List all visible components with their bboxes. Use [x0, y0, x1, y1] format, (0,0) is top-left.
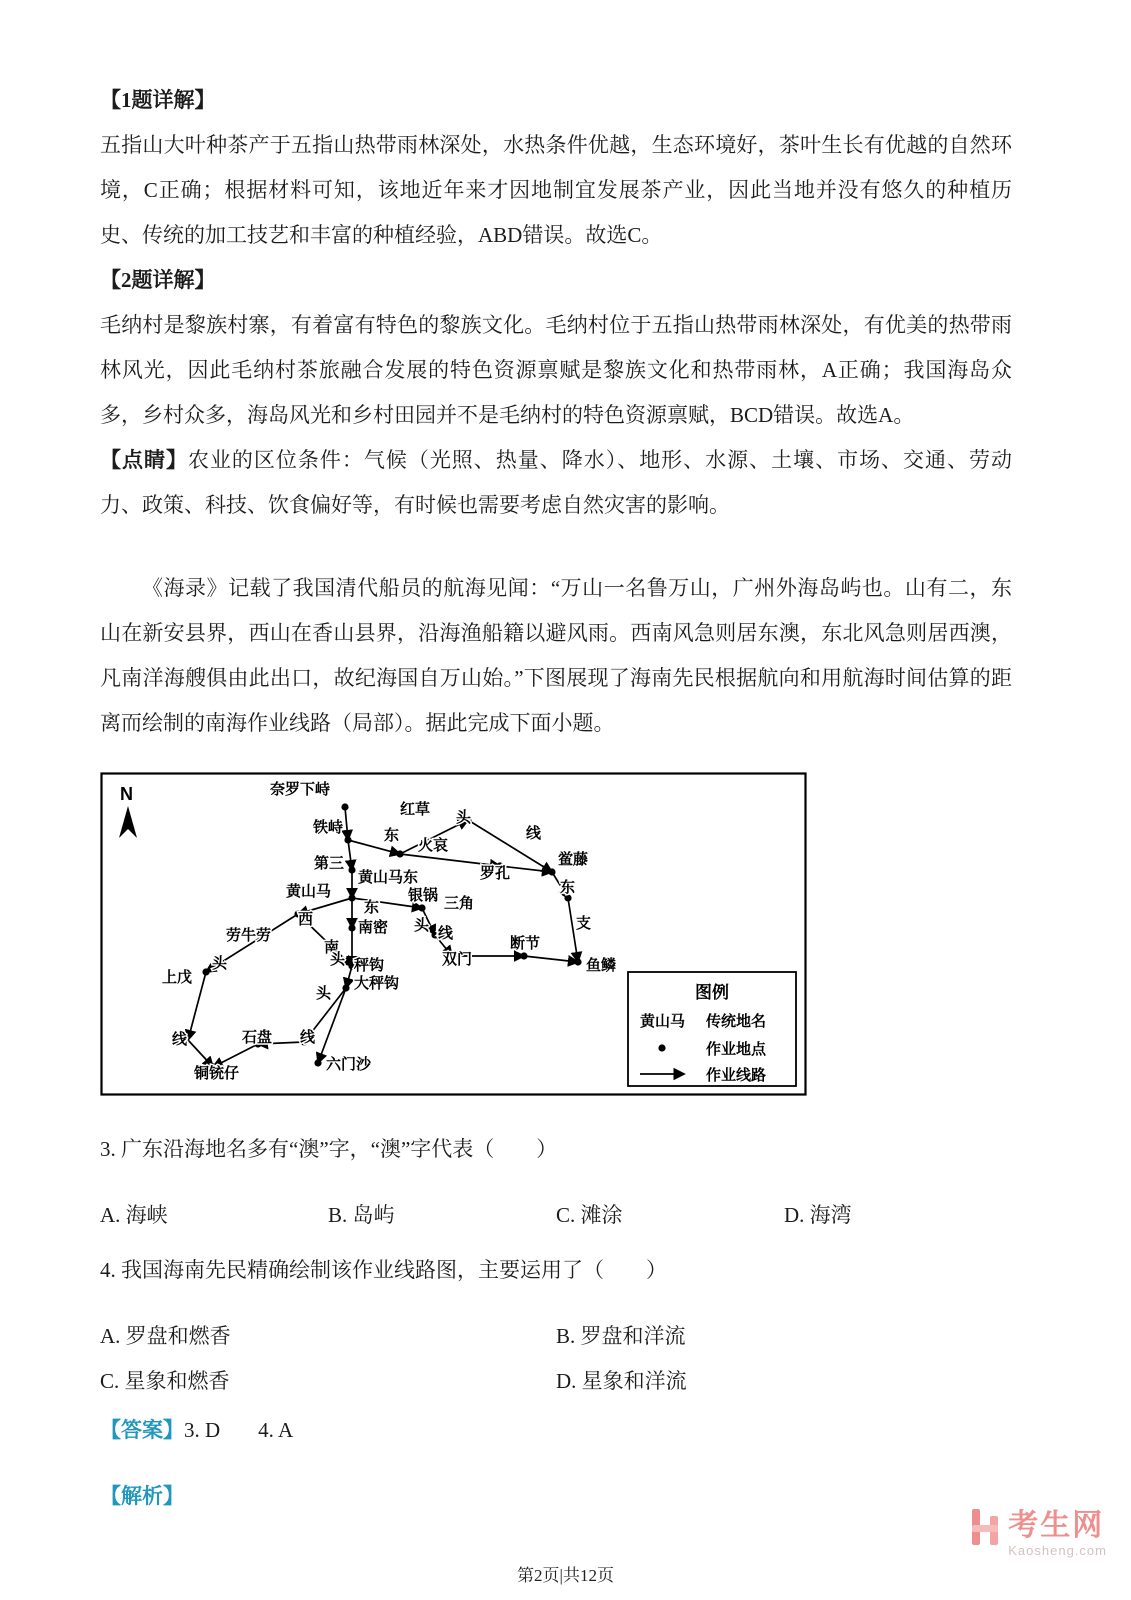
question4-stem: 4. 我国海南先民精确绘制该作业线路图，主要运用了（ ） — [100, 1258, 667, 1282]
map-place-label: 南 — [324, 939, 340, 956]
passage-paragraph: 《海录》记载了我国清代船员的航海见闻：“万山一名鲁万山，广州外海岛屿也。山有二，东山在新安县界，西山在香山县界，沿海渔船籍以避风雨。西南风急则居东澳，东北风急则居西澳，凡南洋海艘俱由此出口，故纪海国自万山始。”下图展现了海南先民根据航向和用航海时间估算的距离而绘制的南海作业线路（局部）。据此完成下面小题。 — [100, 576, 1012, 735]
legend-item-place-name-label: 传统地名 — [706, 1013, 767, 1030]
map-place-label: 西 — [298, 911, 314, 928]
map-place-label: 南密 — [358, 919, 389, 936]
map-work-site-dot — [342, 984, 349, 991]
question4-options-row1 — [100, 1314, 1012, 1359]
document-content — [100, 78, 1012, 1540]
question3-option-b: B. 岛屿 — [328, 1203, 395, 1227]
tip-label: 【点睛】 — [100, 448, 188, 472]
tip-body: 农业的区位条件：气候（光照、热量、降水）、地形、水源、土壤、市场、交通、劳动力、政策、科技、饮食偏好等，有时候也需要考虑自然灾害的影响。 — [100, 448, 1012, 517]
map-place-label: 奈罗下峙 — [270, 781, 331, 798]
map-place-label: 支 — [576, 915, 592, 932]
map-place-label: 大秤钩 — [354, 975, 400, 992]
map-place-label: 东 — [384, 827, 400, 844]
map-place-label: 头 — [316, 985, 332, 1002]
kaosheng-logo-icon — [970, 1509, 1000, 1545]
map-work-site-dot — [396, 850, 403, 857]
map-place-label: 头 — [414, 917, 430, 934]
map-place-label: 上戊 — [162, 969, 193, 986]
map-work-site-dot — [341, 803, 348, 810]
explain1-paragraph: 五指山大叶种茶产于五指山热带雨林深处，水热条件优越，生态环境好，茶叶生长有优越的自然环境，C正确；根据材料可知，该地近年来才因地制宜发展茶产业，因此当地并没有悠久的种植历史、传统的加工技艺和丰富的种植经验，ABD错误。故选C。 — [100, 133, 1012, 247]
question4-option-a: A. 罗盘和燃香 — [100, 1324, 231, 1348]
legend-item-work-site-label: 作业地点 — [706, 1041, 767, 1058]
map-work-site-dot — [418, 904, 425, 911]
watermark-site-name: 考生网 — [1008, 1508, 1105, 1542]
map-work-site-dot — [344, 836, 351, 843]
answer-label: 【答案】 — [100, 1418, 184, 1442]
question4-option-c: C. 星象和燃香 — [100, 1369, 230, 1393]
map-place-label: 银锅 — [408, 887, 439, 904]
legend-item-route-label: 作业线路 — [706, 1067, 767, 1084]
question3-option-c: C. 滩涂 — [556, 1203, 623, 1227]
map-work-site-dot — [574, 958, 581, 965]
explain1-heading: 【1题详解】 — [100, 88, 216, 112]
explain2-heading: 【2题详解】 — [100, 268, 216, 292]
map-work-site-dot — [520, 952, 527, 959]
question4-option-d: D. 星象和洋流 — [556, 1369, 687, 1393]
map-place-label: 六门沙 — [326, 1056, 372, 1073]
map-place-label: 鲎藤 — [558, 851, 589, 868]
map-place-label: 东 — [364, 899, 380, 916]
question3-options — [100, 1193, 1012, 1238]
answer-q3: 3. D — [184, 1418, 221, 1442]
map-place-label: 线 — [300, 1029, 316, 1046]
answer-line — [100, 1408, 1012, 1453]
map-place-label: 头 — [330, 951, 346, 968]
map-work-site-dot — [348, 924, 355, 931]
question3-option-a: A. 海峡 — [100, 1203, 168, 1227]
map-place-label: 黄山马 — [286, 883, 332, 900]
legend-dot-icon — [658, 1044, 665, 1051]
map-place-label: 罗孔 — [480, 865, 511, 882]
map-place-label: 头 — [212, 955, 228, 972]
legend-title: 图例 — [695, 983, 729, 1002]
tip-paragraph — [100, 438, 1012, 528]
kaosheng-watermark — [970, 1509, 1107, 1558]
map-place-label: 红草 — [400, 801, 431, 818]
map-place-label: 断节 — [510, 935, 541, 952]
map-place-label: 黄山马东 — [358, 869, 419, 886]
map-work-site-dot — [348, 894, 355, 901]
route-map-svg — [100, 772, 807, 1096]
map-place-label: 线 — [438, 925, 454, 942]
map-place-label: 石盘 — [242, 1029, 273, 1046]
map-place-label: 铁峙 — [313, 819, 344, 836]
question3-stem: 3. 广东沿海地名多有“澳”字，“澳”字代表（ ） — [100, 1137, 558, 1161]
analysis-line — [100, 1474, 1012, 1519]
map-place-label: 头 — [456, 809, 472, 826]
map-place-label: 劳牛劳 — [226, 927, 272, 944]
map-place-label: 第三 — [314, 855, 345, 872]
route-map-figure — [100, 772, 1012, 1101]
north-label: N — [120, 784, 133, 804]
map-place-label: 鱼鳞 — [586, 957, 617, 974]
map-place-label: 线 — [172, 1031, 188, 1048]
page-footer: 第2页|共12页 — [517, 1566, 614, 1585]
map-place-label: 双门 — [442, 951, 473, 968]
map-place-label: 三角 — [444, 895, 475, 912]
map-place-label: 东 — [560, 879, 576, 896]
map-work-site-dot — [548, 868, 555, 875]
map-work-site-dot — [202, 968, 209, 975]
map-place-label: 秤钩 — [354, 957, 385, 974]
answer-q4: 4. A — [258, 1418, 294, 1442]
map-work-site-dot — [314, 1059, 321, 1066]
map-work-site-dot — [348, 866, 355, 873]
map-legend — [628, 972, 796, 1086]
question3-option-d: D. 海湾 — [784, 1203, 852, 1227]
map-place-label: 火哀 — [418, 837, 449, 854]
question4-options-row2 — [100, 1359, 1012, 1404]
explain2-paragraph: 毛纳村是黎族村寨，有着富有特色的黎族文化。毛纳村位于五指山热带雨林深处，有优美的热带雨林风光，因此毛纳村茶旅融合发展的特色资源禀赋是黎族文化和热带雨林，A正确；我国海岛众多，乡村众多，海岛风光和乡村田园并不是毛纳村的特色资源禀赋，BCD错误。故选A。 — [100, 313, 1012, 427]
map-place-label: 铜铳仔 — [194, 1065, 240, 1082]
watermark-site-domain: Kaosheng.com — [1008, 1542, 1107, 1558]
map-place-label: 线 — [526, 825, 542, 842]
analysis-label: 【解析】 — [100, 1484, 184, 1508]
legend-item-place-name-sample: 黄山马 — [640, 1013, 686, 1030]
question4-option-b: B. 罗盘和洋流 — [556, 1324, 686, 1348]
